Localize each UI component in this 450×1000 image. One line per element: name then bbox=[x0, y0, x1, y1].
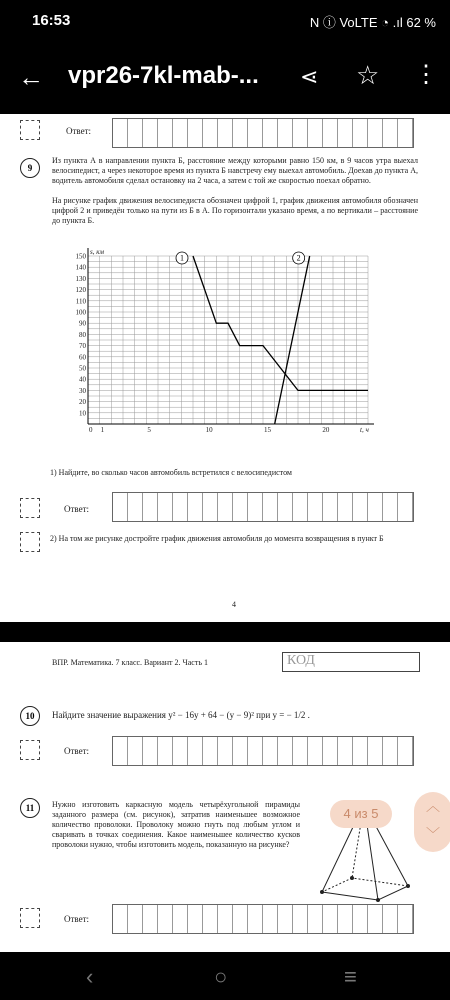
question-10-text: Найдите значение выражения y² − 16y + 64 − (y − 9)² при y = − 1/2 . bbox=[52, 710, 310, 720]
y-tick-label: 150 bbox=[75, 252, 86, 261]
share-icon[interactable]: ⋖ bbox=[300, 64, 319, 89]
y-tick-label: 110 bbox=[75, 297, 86, 306]
x-tick-label: 5 bbox=[147, 426, 151, 434]
chevron-down-icon[interactable]: ﹀ bbox=[426, 826, 440, 842]
motion-chart bbox=[62, 244, 378, 444]
answer-cells[interactable] bbox=[112, 492, 414, 522]
x-tick-label: 20 bbox=[322, 426, 330, 434]
y-tick-label: 120 bbox=[75, 286, 86, 295]
y-axis-label: s, км bbox=[90, 248, 104, 256]
x-tick-label: 1 bbox=[100, 426, 105, 434]
answer-label: Ответ: bbox=[64, 914, 90, 924]
y-tick-label: 140 bbox=[75, 263, 86, 272]
answer-cells[interactable] bbox=[112, 904, 414, 934]
y-tick-label: 20 bbox=[79, 398, 86, 407]
answer-checkbox bbox=[20, 908, 40, 928]
system-nav-bar bbox=[0, 952, 450, 1000]
answer-checkbox bbox=[20, 498, 40, 518]
answer-label: Ответ: bbox=[64, 504, 90, 514]
series-label-1: 1 bbox=[180, 253, 184, 263]
nav-back-icon[interactable]: ‹ bbox=[86, 964, 94, 989]
y-tick-label: 10 bbox=[79, 409, 86, 418]
chart-axes bbox=[88, 248, 374, 424]
question-9-sub2: 2) На том же рисунке достройте график движения автомобиля до момента возвращения в пункт Б bbox=[50, 534, 384, 543]
arrow-left-icon[interactable]: ← bbox=[18, 62, 44, 92]
answer-cells[interactable] bbox=[112, 736, 414, 766]
chart-grid bbox=[88, 253, 368, 424]
question-number: 9 bbox=[20, 158, 40, 178]
y-tick-label: 130 bbox=[75, 274, 86, 283]
document-page-5 bbox=[0, 642, 450, 952]
answer-label: Ответ: bbox=[66, 126, 92, 136]
more-vertical-icon[interactable]: ⋮ bbox=[414, 61, 438, 88]
y-tick-label: 90 bbox=[79, 319, 86, 328]
page-indicator: 4 из 5 bbox=[330, 800, 392, 828]
star-icon[interactable]: ☆ bbox=[356, 60, 380, 90]
app-bar bbox=[0, 42, 450, 114]
answer-checkbox bbox=[20, 740, 40, 760]
page-separator bbox=[0, 622, 450, 642]
page-number: 4 bbox=[232, 600, 236, 609]
x-axis-label: t, ч bbox=[360, 426, 369, 434]
document-page-4 bbox=[0, 114, 450, 622]
question-9-sub1: 1) Найдите, во сколько часов автомобиль встретился с велосипедистом bbox=[50, 468, 292, 477]
y-tick-label: 30 bbox=[79, 386, 86, 395]
y-tick-label: 70 bbox=[79, 342, 86, 351]
nav-recents-icon[interactable]: ≡ bbox=[344, 964, 357, 989]
question-11-text: Нужно изготовить каркасную модель четырёхугольной пирамиды заданного размера (см. рисунок), затратив наименьшее возможное количество проволоки. Проволоку можно гнуть под любым углом и сваривать в точках соединения. Какое наименьшее количество кусков проволоки нужно, чтобы изготовить модель, показанную на рисунке? bbox=[52, 800, 300, 849]
page-header: ВПР. Математика. 7 класс. Вариант 2. Часть 1 bbox=[52, 658, 208, 667]
answer-cells[interactable] bbox=[112, 118, 414, 148]
answer-checkbox bbox=[20, 120, 40, 140]
nav-home-icon[interactable]: ○ bbox=[214, 964, 228, 989]
status-icons: N ⓘ VoLTE ◔ .ıl 62 % bbox=[309, 15, 436, 30]
battery-level: 62 % bbox=[406, 15, 436, 30]
y-tick-label: 60 bbox=[79, 353, 86, 362]
y-tick-label: 80 bbox=[79, 330, 86, 339]
kod-box[interactable]: КОД bbox=[282, 652, 420, 672]
chart-ticks bbox=[76, 248, 370, 434]
x-tick-label: 0 bbox=[89, 426, 93, 434]
question-number: 10 bbox=[20, 706, 40, 726]
status-bar bbox=[0, 0, 450, 42]
answer-label: Ответ: bbox=[64, 746, 90, 756]
scroll-control[interactable] bbox=[414, 792, 450, 852]
y-tick-label: 100 bbox=[75, 308, 86, 317]
answer-checkbox bbox=[20, 532, 40, 552]
series-label-2: 2 bbox=[296, 253, 301, 263]
x-tick-label: 10 bbox=[205, 426, 213, 434]
question-number: 11 bbox=[20, 798, 40, 818]
y-tick-label: 40 bbox=[79, 375, 86, 384]
x-tick-label: 15 bbox=[264, 426, 271, 434]
document-title: vpr26-7kl-mab-... bbox=[68, 62, 259, 89]
y-tick-label: 50 bbox=[79, 364, 86, 373]
question-9-text: Из пункта А в направлении пункта Б, расстояние между которыми равно 150 км, в 9 часов утра выехал велосипедист, а через некоторое время из пункта Б навстречу ему выехал автомобиль. Доехав до пункта А, водитель автомобиля сделал остановку на 2 часа, а затем с той же скоростью поехал обратно. bbox=[52, 156, 418, 185]
chevron-up-icon[interactable]: ︿ bbox=[426, 798, 440, 814]
clock: 16:53 bbox=[32, 12, 71, 29]
question-9-text-2: На рисунке график движения велосипедиста обозначен цифрой 1, график движения автомобиля обозначен цифрой 2 и приведён только на пути из Б в А. По горизонтали указано время, а по вертикали – расстояние до пункта Б. bbox=[52, 196, 418, 225]
